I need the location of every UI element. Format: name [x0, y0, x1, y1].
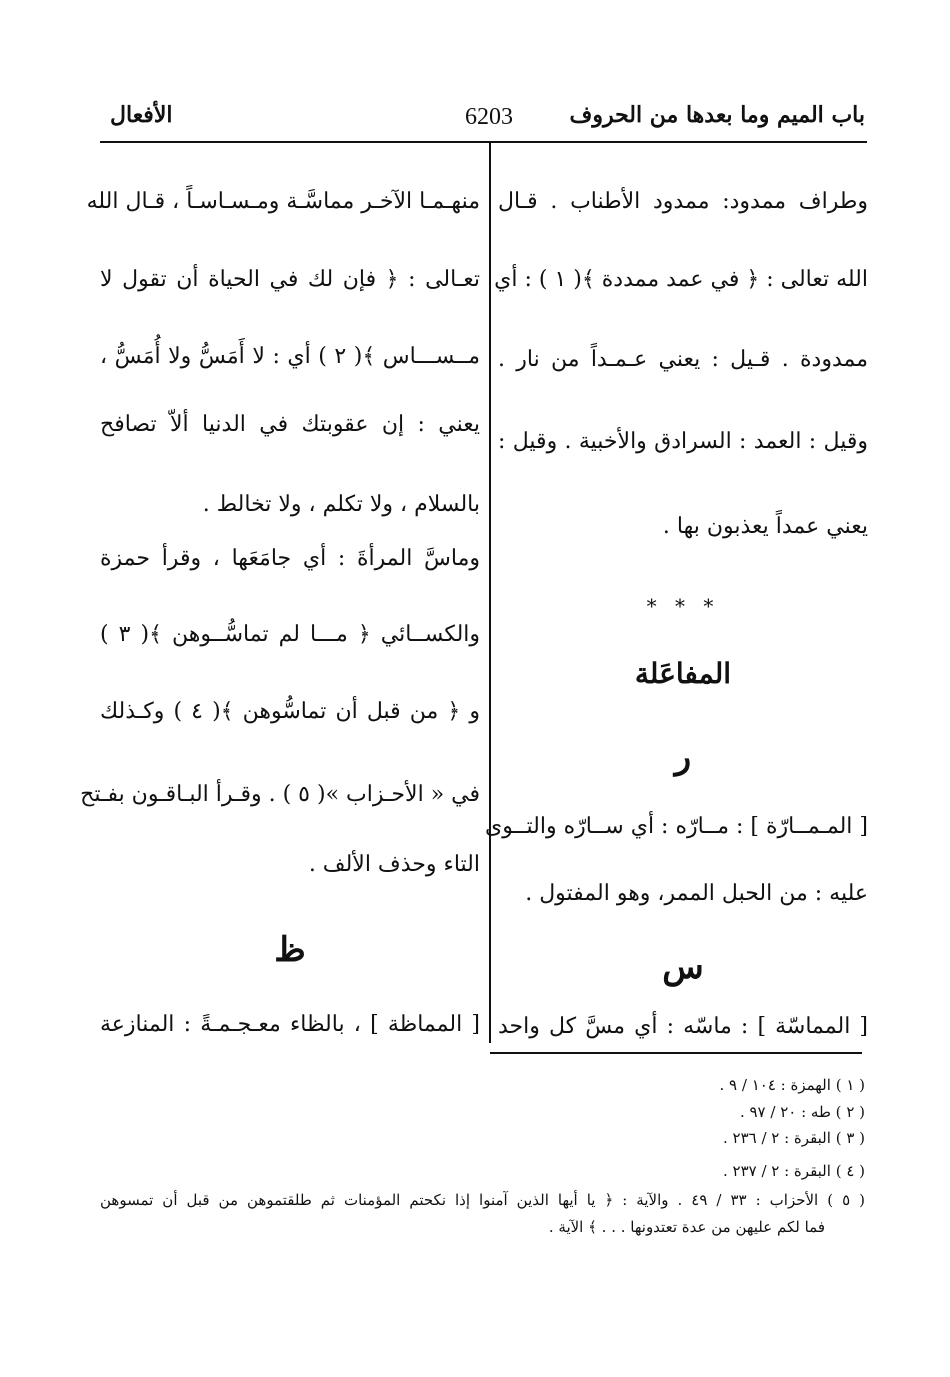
text-line: ممدودة . قـيل : يعني عـمـداً من نار .: [498, 347, 868, 372]
text-line: يعني عمداً يعذبون بها .: [662, 514, 868, 539]
letter-heading-ra: ر: [674, 737, 692, 777]
text-line: مــســـاس ﴾( ٢ ) أي : لا أَمَسُّ ولا أُمَسُّ ،: [100, 344, 480, 369]
page-number: 6203: [465, 104, 513, 130]
section-separator: * * *: [646, 594, 720, 618]
footnote-continuation: فما لكم عليهن من عدة تعتدونها . . . ﴾ الآية .: [548, 1218, 825, 1236]
text-line: يعني : إن عقوبتك في الدنيا ألاّ تصافح: [100, 412, 480, 437]
text-line: التاء وحذف الألف .: [308, 852, 480, 877]
section-title: الأفعال: [110, 102, 173, 128]
column-bottom-rule: [490, 1052, 862, 1054]
text-line: تعـالى : ﴿ فإن لك في الحياة أن تقول لا: [100, 267, 480, 292]
text-line: عليه : من الحبل الممر، وهو المفتول .: [525, 881, 868, 906]
footnote: ( ١ ) الهمزة : ١٠٤ / ٩ .: [719, 1076, 865, 1094]
text-line: في « الأحـزاب »( ٥ ) . وقـرأ البـاقـون بفـتح: [80, 782, 480, 807]
footnote: ( ٣ ) البقرة : ٢ / ٢٣٦ .: [722, 1129, 865, 1147]
footnote: ( ٤ ) البقرة : ٢ / ٢٣٧ .: [722, 1162, 865, 1180]
header-rule: [100, 141, 867, 143]
text-line: وماسَّ المرأةَ : أي جامَعَها ، وقرأ حمزة: [100, 546, 480, 571]
letter-heading-za: ظ: [274, 930, 306, 970]
text-line: و ﴿ من قبل أن تماسُّوهن ﴾( ٤ ) وكـذلك: [100, 699, 481, 724]
text-line: [ المماسّة ] : ماسّه : أي مسَّ كل واحد: [498, 1014, 868, 1039]
column-divider: [489, 143, 491, 1043]
chapter-title: باب الميم وما بعدها من الحروف: [569, 102, 865, 128]
text-line: منهـمـا الآخـر مماسَّـة ومـسـاسـاً ، قـال الله: [86, 189, 480, 214]
text-line: وقيل : العمد : السرادق والأخبية . وقيل :: [498, 429, 868, 454]
text-line: [ المماظة ] ، بالظاء معـجـمـةً : المنازعة: [100, 1012, 480, 1037]
page-header: [100, 100, 865, 140]
text-line: والكســائي ﴿ مـــا لم تماسُّــوهن ﴾( ٣ ): [100, 622, 481, 647]
text-line: الله تعالى : ﴿ في عمد ممددة ﴾( ١ ) : أي: [494, 267, 868, 292]
letter-heading-sin: س: [662, 947, 704, 987]
footnote: ( ٢ ) طه : ٢٠ / ٩٧ .: [739, 1103, 865, 1121]
text-line: بالسلام ، ولا تكلم ، ولا تخالط .: [202, 492, 480, 517]
section-heading: المفاعَلة: [634, 657, 732, 690]
text-line: [ المـمــارّة ] : مــارّه : أي ســارّه والتــوى: [485, 814, 868, 839]
footnote: ( ٥ ) الأحزاب : ٣٣ / ٤٩ . والآية : ﴿ يا أيها الذين آمنوا إذا نكحتم المؤمنات ثم طلقتموهن من قبل أن تمسوهن: [100, 1191, 865, 1209]
text-line: وطراف ممدود: ممدود الأطناب . قـال: [498, 189, 868, 214]
